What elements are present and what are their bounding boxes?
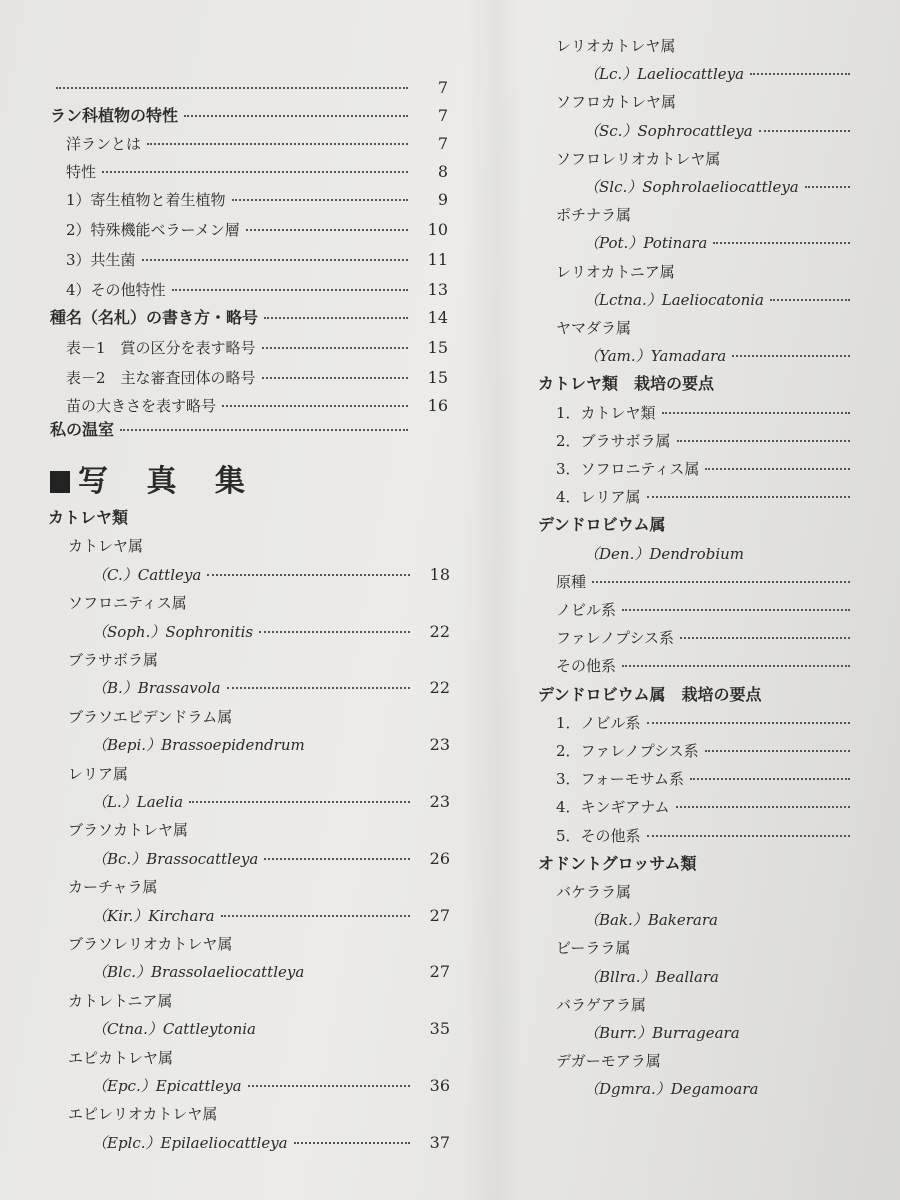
genus-abbreviation: （Kir.） <box>92 906 149 925</box>
page-number: 7 <box>437 134 448 153</box>
photo-toc-entry <box>68 1104 450 1124</box>
toc-entry-label: バラゲアラ属 <box>556 995 647 1014</box>
genus-abbreviation: （Bllra.） <box>584 967 656 986</box>
toc-entry-label: カトレヤ類 <box>48 508 129 527</box>
page-fold-shadow <box>462 0 522 1200</box>
toc-entry <box>584 177 890 197</box>
toc-entry-label: エピレリオカトレヤ属 <box>68 1105 218 1124</box>
genus-latin-name: Bakerara <box>647 911 718 930</box>
toc-entry-label <box>92 1076 242 1096</box>
toc-entry-label: レリア属 <box>68 764 129 783</box>
toc-entry-label: 4）その他特性 <box>66 281 166 299</box>
toc-entry <box>50 308 448 328</box>
genus-latin-name: Burrageara <box>652 1024 740 1042</box>
photo-toc-entry <box>68 877 450 897</box>
toc-entry <box>556 262 890 282</box>
toc-entry-label: 1．ノビル系 <box>556 713 641 732</box>
toc-entry-label: デガーモアラ属 <box>556 1052 661 1071</box>
genus-abbreviation: （Epc.） <box>92 1077 156 1095</box>
photo-toc-entry <box>92 678 450 698</box>
toc-entry-label: 表－1 賞の区分を表す略号 <box>66 339 256 357</box>
genus-abbreviation: （Bak.） <box>584 911 648 930</box>
toc-entry-label: 5．その他系 <box>556 826 641 845</box>
dot-leader <box>262 347 408 349</box>
toc-entry <box>50 78 448 98</box>
photo-toc-entry <box>68 593 450 613</box>
toc-entry <box>556 741 890 761</box>
dot-leader <box>207 574 410 576</box>
dot-leader <box>102 171 408 173</box>
photo-toc-entry <box>92 735 450 755</box>
toc-entry-label: ソフロレリオカトレヤ属 <box>556 149 721 168</box>
toc-entry <box>556 938 890 958</box>
photo-toc-entry <box>68 820 450 840</box>
toc-entry-label: カトレトニア属 <box>68 991 173 1010</box>
toc-entry-label <box>584 64 744 84</box>
toc-entry-label: ブラソレリオカトレヤ属 <box>68 935 233 953</box>
dot-leader <box>622 665 850 667</box>
toc-entry <box>556 769 890 789</box>
toc-entry <box>66 162 448 182</box>
page-number: 26 <box>429 848 450 868</box>
genus-abbreviation: （Eplc.） <box>92 1133 161 1152</box>
toc-entry <box>556 149 890 169</box>
genus-abbreviation: （C.） <box>92 565 138 584</box>
genus-abbreviation: （Pot.） <box>584 234 644 253</box>
page-number: 10 <box>427 220 448 239</box>
toc-entry <box>556 431 890 451</box>
dot-leader <box>259 631 410 633</box>
dot-leader <box>680 637 850 639</box>
page-number: 37 <box>429 1132 450 1152</box>
page-number: 27 <box>429 962 450 982</box>
toc-entry <box>556 826 890 846</box>
page-number: 16 <box>427 396 448 415</box>
genus-abbreviation: （Lc.） <box>584 65 638 84</box>
toc-entry <box>584 544 890 564</box>
genus-latin-name: Dendrobium <box>649 544 744 563</box>
genus-abbreviation: （Bc.） <box>92 849 147 868</box>
toc-entry <box>556 1051 890 1071</box>
toc-entry-label: デンドロビウム属 <box>538 515 666 535</box>
toc-entry-label <box>92 1019 256 1039</box>
genus-abbreviation: （Ctna.） <box>92 1020 163 1039</box>
dot-leader <box>227 687 410 689</box>
photo-toc-entry <box>68 1048 450 1068</box>
toc-entry-label: 苗の大きさを表す略号 <box>66 397 217 415</box>
genus-latin-name: Brassavola <box>137 679 221 698</box>
toc-entry <box>556 403 890 423</box>
toc-entry-label: 原種 <box>556 572 587 591</box>
dot-leader <box>294 1142 410 1144</box>
toc-entry-label: その他系 <box>556 657 617 676</box>
genus-abbreviation: （Burr.） <box>584 1024 653 1042</box>
toc-entry-label: 私の温室 <box>50 420 115 439</box>
genus-abbreviation: （L.） <box>92 793 137 811</box>
toc-entry <box>556 656 890 676</box>
photo-toc-entry <box>92 792 450 812</box>
toc-entry <box>538 515 890 535</box>
toc-entry-label: 4．レリア属 <box>556 488 641 507</box>
dot-leader <box>750 73 850 75</box>
toc-entry-label <box>92 678 221 698</box>
toc-entry-label: レリオカトニア属 <box>556 262 675 281</box>
toc-entry <box>584 1079 890 1099</box>
toc-entry-label: 4．キンギアナム <box>556 798 670 817</box>
dot-leader <box>647 496 850 498</box>
toc-entry-label: 種名（名札）の書き方・略号 <box>50 308 259 327</box>
photo-toc-entry <box>92 962 450 982</box>
dot-leader <box>262 377 408 379</box>
photo-toc-entry <box>48 508 450 528</box>
toc-entry <box>66 134 448 154</box>
dot-leader <box>184 115 408 117</box>
photo-toc-entry <box>92 565 450 585</box>
genus-abbreviation: （Yam.） <box>584 347 651 366</box>
dot-leader <box>705 750 850 752</box>
toc-entry-label <box>584 233 707 253</box>
genus-latin-name: Laeliocatonia <box>661 290 764 309</box>
toc-entry <box>584 346 890 366</box>
toc-entry-label: カトレヤ属 <box>68 537 144 556</box>
photo-toc-entry <box>92 622 450 642</box>
square-bullet-icon <box>50 471 70 493</box>
genus-abbreviation: （B.） <box>92 679 138 698</box>
toc-entry <box>66 368 448 388</box>
toc-entry-label <box>92 849 258 869</box>
dot-leader <box>732 355 850 357</box>
dot-leader <box>713 242 850 244</box>
toc-entry-label <box>92 792 183 812</box>
genus-latin-name: Cattleytonia <box>162 1020 256 1039</box>
toc-entry-label: バケララ属 <box>556 883 632 901</box>
toc-entry-label: 3．フォーモサム系 <box>556 770 685 789</box>
toc-entry <box>584 967 890 987</box>
page-number: 15 <box>427 368 448 387</box>
toc-entry-label <box>584 177 799 197</box>
toc-entry <box>538 685 890 705</box>
toc-entry <box>556 797 890 817</box>
genus-latin-name: Laelia <box>136 793 184 811</box>
toc-entry-label: 3．ソフロニティス属 <box>556 460 700 478</box>
toc-entry <box>584 233 890 253</box>
dot-leader <box>647 722 850 724</box>
toc-entry-label: 1）寄生植物と着生植物 <box>66 191 226 209</box>
dot-leader <box>172 289 408 291</box>
photo-toc-entry <box>68 536 450 556</box>
genus-latin-name: Sophrocattleya <box>637 121 753 140</box>
toc-entry <box>584 1023 890 1043</box>
toc-entry <box>538 374 890 394</box>
toc-entry-label: 2．ファレノプシス系 <box>556 742 699 760</box>
toc-entry <box>556 600 890 620</box>
photo-toc-entry <box>68 707 450 727</box>
dot-leader <box>705 468 850 470</box>
toc-entry-label: カーチャラ属 <box>68 878 158 897</box>
genus-latin-name: Sophrolaeliocattleya <box>642 178 799 196</box>
toc-entry <box>66 250 448 270</box>
dot-leader <box>189 801 410 803</box>
dot-leader <box>647 835 850 837</box>
dot-leader <box>246 229 408 231</box>
dot-leader <box>770 299 850 301</box>
toc-entry-label: 2）特殊機能ベラーメン層 <box>66 221 240 239</box>
toc-entry <box>584 290 890 310</box>
photo-collection-title: 写 真 集 <box>78 464 259 499</box>
toc-entry <box>50 420 448 440</box>
dot-leader <box>147 143 408 145</box>
dot-leader <box>759 130 850 132</box>
genus-latin-name: Degamoara <box>670 1080 759 1099</box>
genus-latin-name: Potinara <box>643 234 708 253</box>
page-number: 9 <box>437 190 448 209</box>
toc-entry <box>556 92 890 112</box>
toc-entry-label: ブラサボラ属 <box>68 651 159 669</box>
toc-entry <box>66 338 448 358</box>
dot-leader <box>592 581 850 583</box>
toc-entry-label <box>92 735 305 755</box>
dot-leader <box>120 429 408 431</box>
photo-toc-entry <box>92 906 450 926</box>
toc-entry-label <box>584 290 764 310</box>
genus-latin-name: Brassolaeliocattleya <box>151 963 305 982</box>
dot-leader <box>221 915 410 917</box>
photo-toc-entry <box>68 650 450 670</box>
page-number: 7 <box>437 78 448 97</box>
toc-entry <box>556 318 890 338</box>
toc-entry <box>556 572 890 592</box>
genus-abbreviation: （Lctna.） <box>584 290 662 309</box>
toc-entry-label: ソフロニティス属 <box>68 594 187 613</box>
toc-entry-label: ブラソエピデンドラム属 <box>68 707 233 726</box>
toc-entry-label <box>92 906 215 926</box>
toc-entry <box>66 280 448 300</box>
toc-entry <box>66 190 448 210</box>
dot-leader <box>622 609 850 611</box>
toc-entry-label <box>584 544 744 564</box>
toc-entry-label: ポチナラ属 <box>556 206 632 225</box>
toc-entry-label <box>584 1079 759 1099</box>
toc-entry <box>556 205 890 225</box>
photo-toc-entry <box>92 1076 450 1096</box>
dot-leader <box>677 440 850 442</box>
toc-entry-label: カトレヤ類 栽培の要点 <box>538 374 715 394</box>
toc-entry <box>584 64 890 84</box>
photo-toc-entry <box>92 849 450 869</box>
photo-toc-entry <box>92 1019 450 1039</box>
toc-entry-label: レリオカトレヤ属 <box>556 37 676 55</box>
dot-leader <box>662 412 850 414</box>
genus-latin-name: Beallara <box>655 967 719 986</box>
toc-entry-label <box>92 622 253 642</box>
genus-abbreviation: （Bepi.） <box>92 736 162 755</box>
toc-entry-label: ソフロカトレヤ属 <box>556 93 677 112</box>
toc-entry <box>556 882 890 902</box>
dot-leader <box>222 405 408 407</box>
toc-entry <box>556 487 890 507</box>
toc-entry <box>556 36 890 56</box>
page-number: 18 <box>429 564 450 584</box>
toc-entry-label: 特性 <box>66 163 97 181</box>
toc-entry-label: 表－2 主な審査団体の略号 <box>66 369 256 387</box>
toc-entry-label: オドントグロッサム類 <box>538 853 697 873</box>
toc-entry <box>556 628 890 648</box>
toc-entry <box>584 121 890 141</box>
dot-leader <box>676 806 850 808</box>
genus-abbreviation: （Slc.） <box>584 178 643 196</box>
toc-entry-label: 2．ブラサボラ属 <box>556 431 671 450</box>
toc-entry <box>556 459 890 479</box>
toc-entry-label <box>584 346 726 366</box>
toc-entry-label <box>584 1023 740 1043</box>
photo-toc-entry <box>68 764 450 784</box>
toc-entry-label: ヤマダラ属 <box>556 319 632 337</box>
page-number: 23 <box>429 735 450 755</box>
genus-latin-name: Brassocattleya <box>146 849 259 868</box>
toc-entry-label <box>92 1133 288 1153</box>
dot-leader <box>264 317 408 319</box>
photo-toc-entry <box>92 1133 450 1153</box>
genus-latin-name: Yamadara <box>650 347 727 366</box>
toc-entry-label <box>584 967 719 987</box>
dot-leader <box>690 778 850 780</box>
genus-latin-name: Cattleya <box>137 565 202 584</box>
genus-latin-name: Kirchara <box>148 906 215 925</box>
toc-entry-label: ラン科植物の特性 <box>50 106 179 125</box>
toc-entry-label <box>92 565 201 585</box>
page-number: 14 <box>427 308 448 327</box>
toc-entry-label: 3）共生菌 <box>66 251 136 269</box>
page-number: 35 <box>429 1019 450 1039</box>
toc-entry-label: ファレノプシス系 <box>556 629 675 648</box>
photo-toc-entry <box>68 934 450 954</box>
toc-entry-label: ビーララ属 <box>556 939 631 958</box>
toc-entry <box>538 854 890 874</box>
toc-entry <box>556 713 890 733</box>
genus-latin-name: Epilaeliocattleya <box>160 1133 288 1152</box>
toc-entry <box>66 396 448 416</box>
page-number: 22 <box>429 621 450 641</box>
genus-abbreviation: （Dgmra.） <box>584 1080 671 1099</box>
genus-abbreviation: （Den.） <box>584 544 650 563</box>
toc-entry-label: ブラソカトレヤ属 <box>68 821 189 840</box>
page-number: 27 <box>429 905 450 925</box>
page-number: 23 <box>429 792 450 811</box>
toc-entry <box>50 106 448 126</box>
toc-entry-label: ノビル系 <box>556 601 617 619</box>
toc-entry <box>556 995 890 1015</box>
dot-leader <box>805 186 850 188</box>
photo-toc-entry <box>68 991 450 1011</box>
dot-leader <box>56 87 408 89</box>
page-number: 11 <box>427 250 448 269</box>
genus-latin-name: Sophronitis <box>165 622 254 641</box>
page-number: 8 <box>437 162 448 181</box>
toc-entry <box>66 220 448 240</box>
page-number: 13 <box>427 280 448 299</box>
dot-leader <box>248 1085 410 1087</box>
toc-entry-label <box>92 962 304 982</box>
genus-abbreviation: （Sc.） <box>584 121 638 140</box>
genus-latin-name: Epicattleya <box>155 1077 242 1095</box>
page-number: 15 <box>427 338 448 357</box>
genus-latin-name: Brassoepidendrum <box>161 736 305 755</box>
dot-leader <box>264 858 410 860</box>
photo-collection-heading <box>50 456 259 500</box>
page-number: 36 <box>429 1076 450 1095</box>
toc-entry-label: エピカトレヤ属 <box>68 1048 174 1067</box>
dot-leader <box>142 259 408 261</box>
toc-entry-label <box>584 910 718 930</box>
page-number: 7 <box>437 106 448 125</box>
toc-entry-label: デンドロビウム属 栽培の要点 <box>538 684 762 704</box>
dot-leader <box>232 199 408 201</box>
toc-entry-label <box>584 121 753 141</box>
genus-abbreviation: （Blc.） <box>92 963 151 982</box>
genus-latin-name: Laeliocattleya <box>637 65 745 84</box>
toc-entry-label: 洋ランとは <box>66 135 142 153</box>
page-number: 22 <box>429 678 450 698</box>
toc-entry <box>584 910 890 930</box>
genus-abbreviation: （Soph.） <box>92 622 166 641</box>
toc-entry-label: 1．カトレヤ類 <box>556 403 656 422</box>
